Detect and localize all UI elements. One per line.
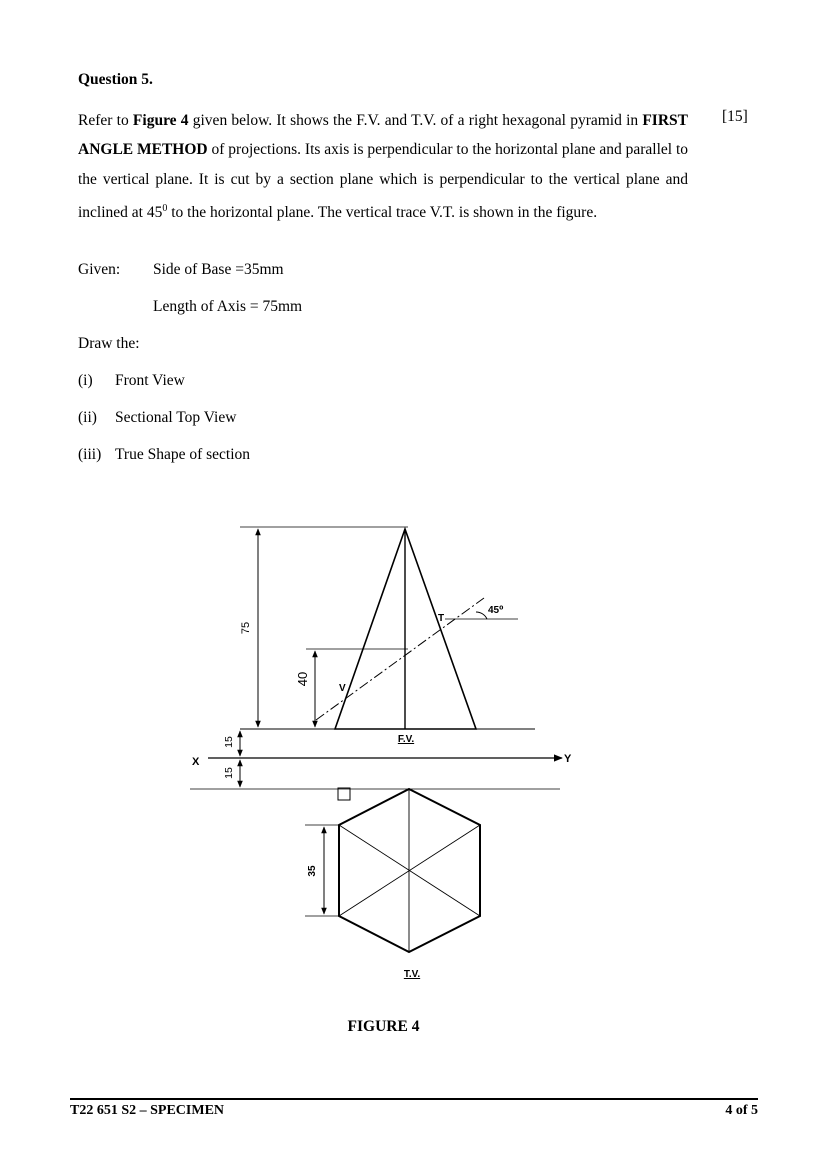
t-point-label: T [438, 613, 445, 624]
para-text-3: of projections. Its axis is perpendicular to the horizontal plane and parallel to the vertical plane. It is cut by a section plane which is perpendicular to the vertical plane and inclined at 45 [78, 141, 689, 222]
item-text: Sectional Top View [115, 409, 237, 426]
footer-code: T22 651 S2 – SPECIMEN [70, 1103, 225, 1118]
para-bold-method: FIRST ANGLE METHOD [78, 112, 688, 159]
dim-15-upper-label: 15 [223, 736, 235, 748]
question-title: Question 5. [78, 71, 153, 88]
given-label: Given: [78, 261, 121, 278]
item-number: (iii) [78, 446, 102, 463]
marks-badge: [15] [722, 108, 748, 125]
degree-superscript: 0 [162, 202, 168, 214]
item-number: (ii) [78, 409, 97, 426]
v-point-label: V [339, 683, 346, 694]
item-number: (i) [78, 372, 93, 389]
dim-40-label: 40 [295, 671, 310, 687]
angle-label: 45⁰ [488, 605, 504, 616]
dim-15-lower-label: 15 [223, 767, 235, 779]
angle-arc [476, 612, 487, 619]
draw-label: Draw the: [78, 335, 140, 352]
item-text: True Shape of section [115, 446, 251, 463]
x-label: X [192, 756, 200, 768]
fv-label: F.V. [397, 734, 415, 745]
figure-caption: FIGURE 4 [347, 1018, 420, 1035]
footer-page-number: 4 of 5 [725, 1103, 758, 1118]
dim-35-label: 35 [307, 865, 318, 877]
para-text-1: Refer to [78, 112, 133, 129]
footer-divider [70, 1098, 758, 1100]
y-label: Y [564, 753, 572, 765]
given-base-side: Side of Base =35mm [153, 261, 284, 278]
item-text: Front View [115, 372, 185, 389]
para-bold-figure: Figure 4 [132, 112, 189, 129]
para-text-4: to the horizontal plane. The vertical trace V.T. is shown in the figure. [167, 204, 598, 222]
para-text-2: given below. It shows the F.V. and T.V. of a right hexagonal pyramid in [188, 112, 643, 129]
tv-label: T.V. [403, 969, 421, 980]
cutting-plane-line [316, 598, 484, 720]
right-angle-box [338, 788, 350, 800]
dim-75-label: 75 [240, 621, 252, 635]
given-axis-length: Length of Axis = 75mm [153, 298, 303, 315]
